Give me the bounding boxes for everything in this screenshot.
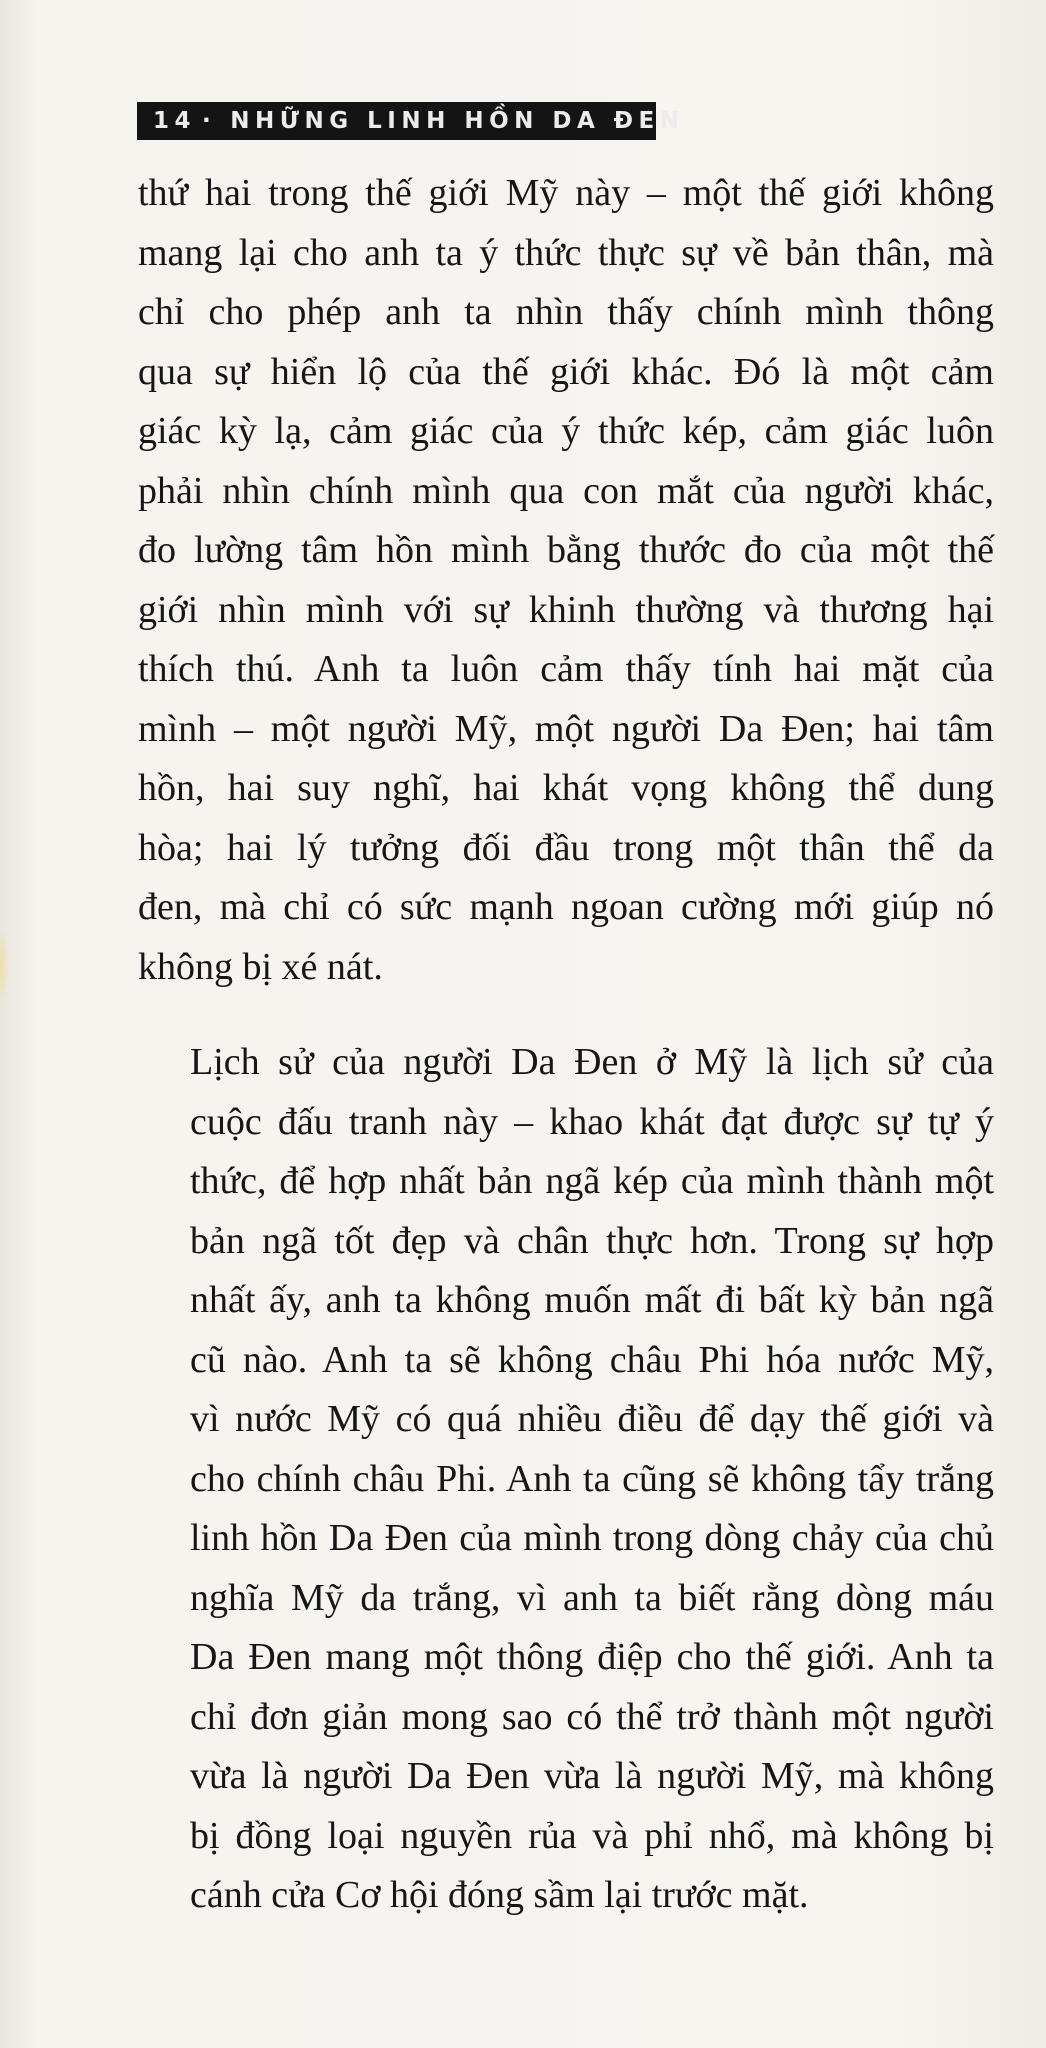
text-line: mình – một người Mỹ, một người Da Đen; hai tâm	[138, 707, 994, 750]
text-line: hồn, hai suy nghĩ, hai khát vọng không thể dung	[138, 767, 994, 809]
page-number: 14	[153, 108, 197, 134]
text-line: qua sự hiển lộ của thế giới khác. Đó là một cảm	[138, 350, 994, 393]
text-line: phải nhìn chính mình qua con mắt của người khác,	[138, 469, 994, 512]
text-line: không bị xé nát.	[138, 945, 383, 988]
text-line: vì nước Mỹ có quá nhiều điều để dạy thế giới và	[190, 1398, 994, 1440]
text-line: linh hồn Da Đen của mình trong dòng chảy của chủ	[190, 1517, 994, 1559]
text-line: cũ nào. Anh ta sẽ không châu Phi hóa nước Mỹ,	[190, 1338, 994, 1381]
text-line: chỉ đơn giản mong sao có thể trở thành một người	[190, 1695, 994, 1738]
text-line: nhất ấy, anh ta không muốn mất đi bất kỳ bản ngã	[190, 1279, 994, 1321]
text-line: thứ hai trong thế giới Mỹ này – một thế giới không	[138, 172, 994, 214]
text-line: đen, mà chỉ có sức mạnh ngoan cường mới giúp nó	[138, 886, 994, 928]
text-line: bản ngã tốt đẹp và chân thực hơn. Trong sự hợp	[190, 1219, 994, 1262]
running-header	[137, 102, 685, 140]
text-line: mang lại cho anh ta ý thức thực sự về bản thân, mà	[138, 231, 994, 274]
text-line: đo lường tâm hồn mình bằng thước đo của một thế	[138, 529, 994, 571]
text-line: giới nhìn mình với sự khinh thường và thương hại	[138, 588, 994, 631]
header-separator: ·	[202, 108, 217, 134]
paragraph-1	[138, 164, 994, 997]
paragraph-2	[138, 1033, 994, 1926]
text-line: Lịch sử của người Da Đen ở Mỹ là lịch sử của	[190, 1041, 994, 1083]
text-line: vừa là người Da Đen vừa là người Mỹ, mà không	[190, 1755, 994, 1797]
text-line: cho chính châu Phi. Anh ta cũng sẽ không tẩy trắng	[190, 1457, 994, 1500]
text-line: giác kỳ lạ, cảm giác của ý thức kép, cảm giác luôn	[138, 410, 994, 452]
text-line: thức, để hợp nhất bản ngã kép của mình thành một	[190, 1160, 994, 1202]
text-line: cánh cửa Cơ hội đóng sầm lại trước mặt.	[190, 1874, 809, 1916]
text-line: bị đồng loại nguyền rủa và phỉ nhổ, mà không bị	[190, 1814, 994, 1857]
text-line: Da Đen mang một thông điệp cho thế giới. Anh ta	[190, 1636, 994, 1678]
text-line: nghĩa Mỹ da trắng, vì anh ta biết rằng dòng máu	[190, 1576, 994, 1619]
text-line: cuộc đấu tranh này – khao khát đạt được sự tự ý	[190, 1100, 994, 1143]
text-line: chỉ cho phép anh ta nhìn thấy chính mình thông	[138, 291, 994, 333]
page-edge-stain	[0, 930, 8, 1000]
body-text	[138, 164, 994, 1926]
text-line: hòa; hai lý tưởng đối đầu trong một thân thể da	[138, 826, 994, 869]
book-title: NHỮNG LINH HỒN DA ĐEN	[230, 108, 685, 134]
text-line: thích thú. Anh ta luôn cảm thấy tính hai mặt của	[138, 648, 994, 690]
